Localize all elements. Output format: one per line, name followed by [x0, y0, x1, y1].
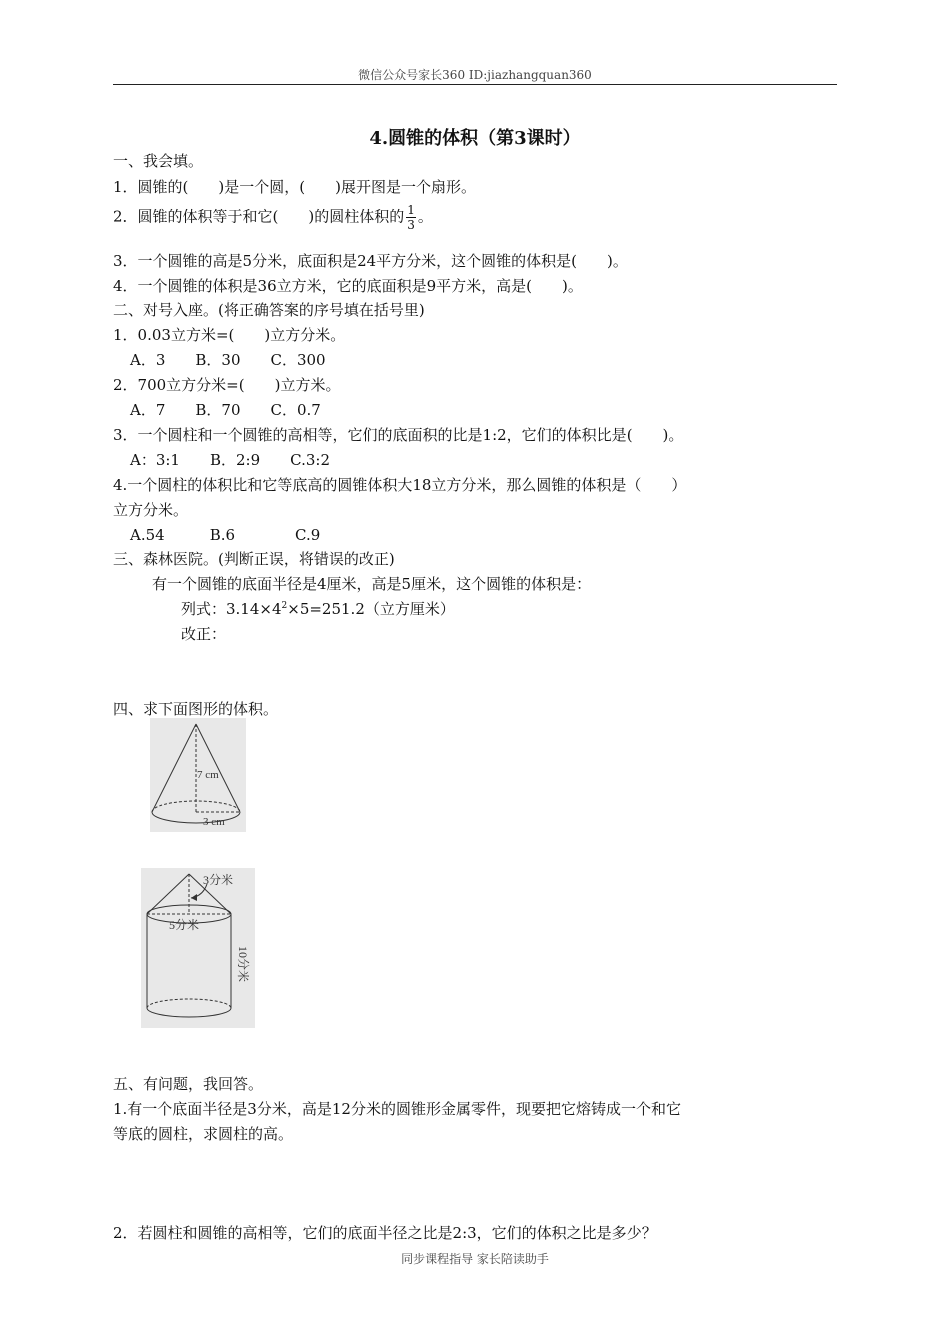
formula-part-b: ×5=251.2（立方厘米） — [287, 600, 455, 618]
formula-exponent: 2 — [281, 601, 288, 611]
section4-heading: 四、求下面图形的体积。 — [113, 700, 279, 718]
fraction-numerator: 1 — [407, 203, 415, 217]
section1-q4: 4．一个圆锥的体积是36立方米，它的底面积是9平方米，高是( )。 — [113, 277, 583, 295]
section5-q1-line2: 等底的圆柱，求圆柱的高。 — [113, 1125, 294, 1143]
section2-q4-line1: 4.一个圆柱的体积比和它等底高的圆锥体积大18立方分米，那么圆锥的体积是（ ） — [113, 476, 687, 494]
section2-q3: 3．一个圆柱和一个圆锥的高相等，它们的底面积的比是1:2，它们的体积比是( )。 — [113, 426, 684, 444]
section5-q2: 2．若圆柱和圆锥的高相等，它们的底面半径之比是2:3，它们的体积之比是多少？ — [113, 1224, 657, 1242]
section2-heading: 二、对号入座。(将正确答案的序号填在括号里) — [113, 301, 425, 319]
cone-radius-label: 3 cm — [203, 816, 225, 828]
section2-q4-line2: 立方分米。 — [113, 501, 189, 519]
section1-q2 — [113, 203, 433, 232]
section2-q2: 2．700立方分米=( )立方米。 — [113, 376, 341, 394]
diameter-label: 5分米 — [169, 918, 200, 932]
cone-height-label: 7 cm — [197, 769, 219, 781]
cone-cylinder-drawing — [141, 868, 255, 1028]
page-footer: 同步课程指导 家长陪读助手 — [401, 1252, 549, 1266]
fraction-denominator: 3 — [407, 218, 415, 232]
section1-q1: 1．圆锥的( )是一个圆，( )展开图是一个扇形。 — [113, 178, 476, 196]
section2-q4-options: A.54 B.6 C.9 — [130, 526, 321, 544]
section3-problem: 有一个圆锥的底面半径是4厘米，高是5厘米，这个圆锥的体积是： — [152, 575, 592, 593]
cone-height-label-dm: 3分米 — [203, 873, 234, 887]
section2-q2-options: A．7 B．70 C．0.7 — [130, 401, 321, 419]
section3-formula — [181, 598, 455, 619]
section2-q1-options: A．3 B．30 C．300 — [130, 351, 326, 369]
one-third-fraction — [406, 203, 416, 232]
section3-correction: 改正： — [181, 625, 227, 643]
section1-q3: 3．一个圆锥的高是5分米，底面积是24平方分米，这个圆锥的体积是( )。 — [113, 252, 628, 270]
cone-figure — [150, 718, 246, 832]
cone-cylinder-figure — [141, 868, 255, 1028]
section1-heading: 一、我会填。 — [113, 152, 204, 170]
cylinder-height-label: 10分米 — [236, 946, 250, 983]
section5-heading: 五、有问题，我回答。 — [113, 1075, 264, 1093]
formula-part-a: 列式：3.14×4 — [181, 600, 282, 618]
section1-q2-end: 。 — [417, 207, 433, 226]
section2-q1: 1．0.03立方米=( )立方分米。 — [113, 326, 346, 344]
page-title: 4.圆锥的体积（第3课时） — [369, 128, 581, 149]
page-header: 微信公众号家长360 ID:jiazhangquan360 — [358, 68, 592, 82]
section1-q2-text: 2．圆锥的体积等于和它( )的圆柱体积的 — [113, 207, 405, 226]
section5-q1-line1: 1.有一个底面半径是3分米，高是12分米的圆锥形金属零件，现要把它熔铸成一个和它 — [113, 1100, 681, 1118]
cone-drawing — [150, 718, 246, 832]
section2-q3-options: A：3:1 B．2:9 C.3:2 — [130, 451, 330, 469]
section3-heading: 三、森林医院。(判断正误，将错误的改正) — [113, 550, 395, 568]
header-divider — [113, 84, 837, 85]
